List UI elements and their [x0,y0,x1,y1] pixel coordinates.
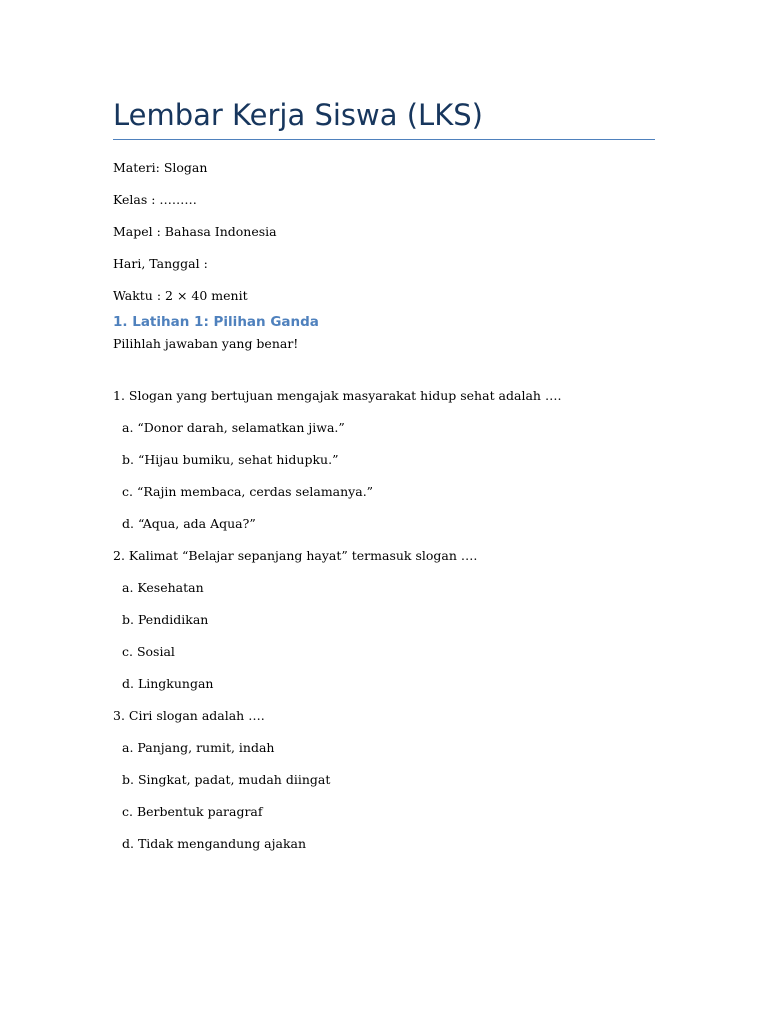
option-a: a. Panjang, rumit, indah [122,740,275,755]
instruction-text: Pilihlah jawaban yang benar! [113,336,299,351]
question-1 [113,388,655,548]
question-text: 2. Kalimat “Belajar sepanjang hayat” termasuk slogan …. [113,548,478,563]
document-title: Lembar Kerja Siswa (LKS) [113,96,655,140]
meta-waktu: Waktu : 2 × 40 menit [113,288,248,303]
document-body [113,96,655,868]
option-d: d. “Aqua, ada Aqua?” [122,516,256,531]
meta-info [113,160,655,320]
question-3 [113,708,655,868]
section-heading: 1. Latihan 1: Pilihan Ganda [113,314,319,330]
option-c: c. Sosial [122,644,175,659]
option-b: b. Singkat, padat, mudah diingat [122,772,331,787]
question-2 [113,548,655,708]
question-text: 1. Slogan yang bertujuan mengajak masyarakat hidup sehat adalah …. [113,388,562,403]
meta-hari-tanggal: Hari, Tanggal : [113,256,208,271]
meta-materi: Materi: Slogan [113,160,208,175]
option-a: a. Kesehatan [122,580,204,595]
meta-mapel: Mapel : Bahasa Indonesia [113,224,277,239]
option-b: b. “Hijau bumiku, sehat hidupku.” [122,452,339,467]
option-a: a. “Donor darah, selamatkan jiwa.” [122,420,345,435]
option-d: d. Tidak mengandung ajakan [122,836,307,851]
question-list [113,388,655,868]
option-d: d. Lingkungan [122,676,214,691]
option-c: c. Berbentuk paragraf [122,804,263,819]
question-text: 3. Ciri slogan adalah …. [113,708,265,723]
option-b: b. Pendidikan [122,612,209,627]
option-c: c. “Rajin membaca, cerdas selamanya.” [122,484,374,499]
meta-kelas: Kelas : ……… [113,192,197,207]
